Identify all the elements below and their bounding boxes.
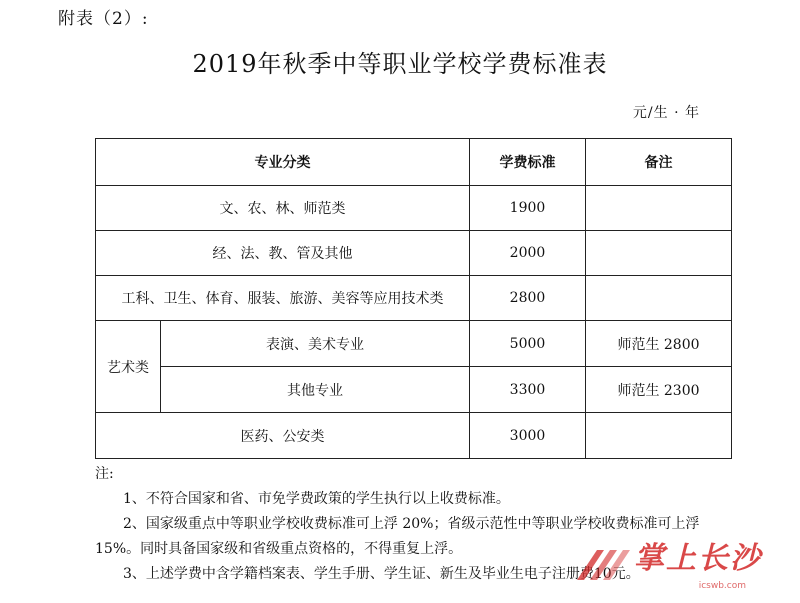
row-note (586, 413, 732, 459)
table-row (96, 231, 732, 276)
row-fee: 1900 (470, 186, 586, 231)
page-title: 2019年秋季中等职业学校学费标准表 (192, 50, 608, 78)
watermark-url: icswb.com (698, 581, 746, 591)
fee-table (95, 138, 732, 459)
appendix-label: 附表（2）: (58, 9, 149, 29)
row-note (586, 186, 732, 231)
row-category: 工科、卫生、体育、服装、旅游、美容等应用技术类 (96, 276, 470, 321)
header-note: 备注 (586, 139, 732, 186)
row-fee: 5000 (470, 321, 586, 367)
watermark-stripes-icon (572, 545, 642, 585)
header-category: 专业分类 (96, 139, 470, 186)
row-note (586, 276, 732, 321)
row-category: 其他专业 (161, 367, 470, 413)
note-item: 3、上述学费中含学籍档案表、学生手册、学生证、新生及毕业生电子注册费10元。 (123, 566, 640, 582)
unit-label: 元/生 · 年 (632, 105, 700, 121)
watermark-text: 掌上长沙 (634, 541, 762, 576)
row-category: 表演、美术专业 (161, 321, 470, 367)
header-fee: 学费标准 (470, 139, 586, 186)
note-item: 2、国家级重点中等职业学校收费标准可上浮 20%；省级示范性中等职业学校收费标准可上浮 15%。同时具备国家级和省级重点资格的，不得重复上浮。 (95, 516, 700, 557)
row-category: 经、法、教、管及其他 (96, 231, 470, 276)
table-row (96, 321, 732, 367)
row-fee: 3000 (470, 413, 586, 459)
art-group-label: 艺术类 (96, 321, 161, 413)
row-note: 师范生 2800 (586, 321, 732, 367)
table-row (96, 367, 732, 413)
row-note (586, 231, 732, 276)
row-category: 文、农、林、师范类 (96, 186, 470, 231)
table-row (96, 413, 732, 459)
row-note: 师范生 2300 (586, 367, 732, 413)
note-item: 1、不符合国家和省、市免学费政策的学生执行以上收费标准。 (123, 491, 510, 507)
row-fee: 2800 (470, 276, 586, 321)
row-category: 医药、公安类 (96, 413, 470, 459)
table-header-row (96, 139, 732, 186)
table-row (96, 276, 732, 321)
row-fee: 2000 (470, 231, 586, 276)
watermark-logo (572, 527, 772, 593)
notes-heading: 注: (95, 466, 114, 482)
table-row (96, 186, 732, 231)
row-fee: 3300 (470, 367, 586, 413)
